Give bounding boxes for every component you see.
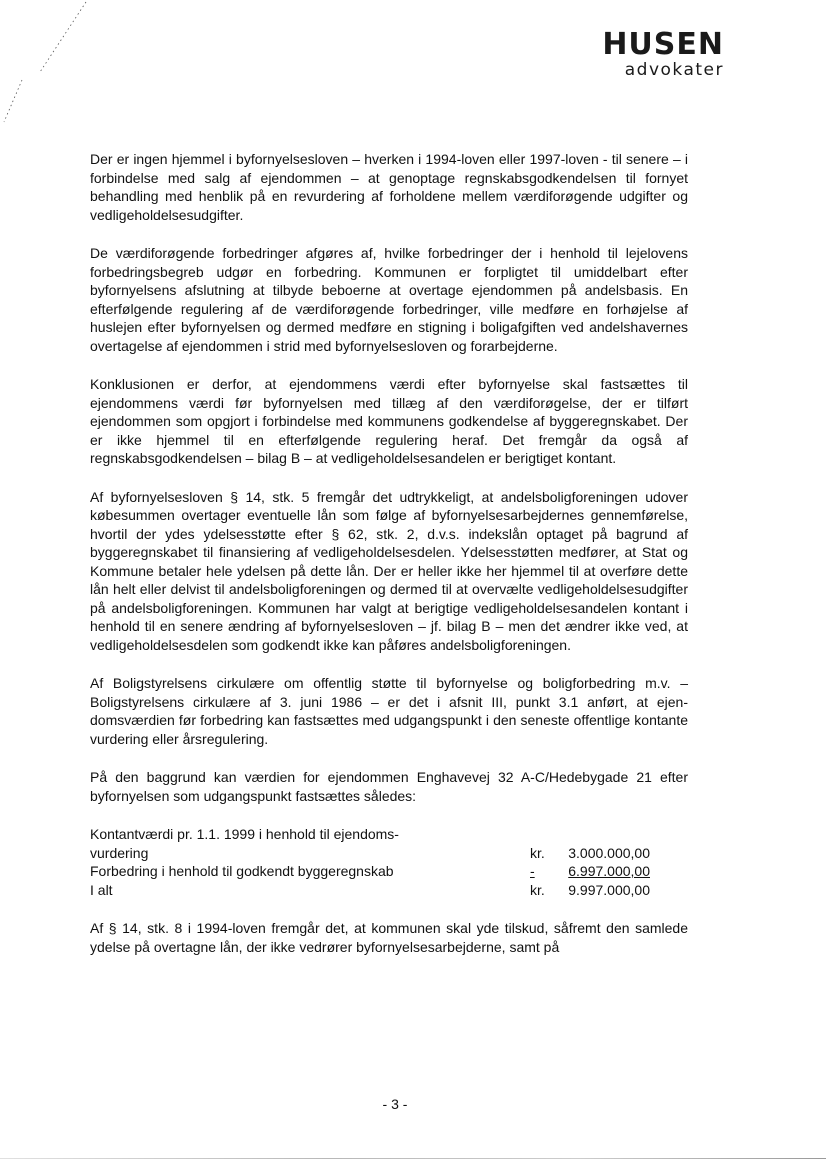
valuation-amount	[530, 881, 650, 900]
valuation-row-total	[90, 881, 650, 900]
valuation-amount	[530, 844, 650, 863]
amount: 3.000.000,00	[568, 844, 650, 861]
valuation-amount	[530, 862, 650, 881]
document-body	[90, 150, 688, 976]
company-logo	[602, 27, 724, 80]
valuation-table	[90, 825, 650, 899]
valuation-label: I alt	[90, 881, 113, 898]
valuation-label: vurdering	[90, 844, 149, 861]
amount: 9.997.000,00	[568, 881, 650, 898]
final-paragraph: Af § 14, stk. 8 i 1994-loven fremgår det, at kommunen skal yde tilskud, såfremt den samlede ydelse på overtagne lån, der ikke vedrører byfornyelsesarbejderne, samt på	[90, 920, 688, 955]
amount: 6.997.000,00	[568, 863, 650, 879]
currency: -	[530, 863, 535, 879]
paragraph-5: Af Boligstyrelsens cirkulære om offentlig støtte til byfornyelse og boligforbedring m.v. – Boligstyrelsens cirkulære af 3. juni 1986 – er det i afsnit III, punkt 3.1 anført, at ejendomsværdien før forbedring kan fastsættes med udgangspunkt i den seneste offentlige kontante vurdering eller årsregulering.	[90, 675, 688, 747]
page-number: - 3 -	[382, 1096, 408, 1112]
paragraph-3: Konklusionen er derfor, at ejendommens værdi efter byfornyelse skal fastsættes til ejendommens værdi før byfornyelsen med tillæg af den værdiforøgelse, der er tilført ejendommen som opgjort i forbindelse med kommunens godkendelse af byggeregnskabet. Der er ikke hjemmel til en efterfølgende regulering heraf. Det fremgår da også af regnskabsgodkendelsen – bilag B – at vedligeholdelsesandelen er berigtiget kontant.	[90, 376, 688, 466]
paragraph-6: På den baggrund kan værdien for ejendommen Enghavevej 32 A-C/Hedebygade 21 efter byfornyelsen som udgangspunkt fastsættes således:	[90, 769, 688, 804]
valuation-row-cash-value	[90, 825, 650, 862]
paragraph-4: Af byfornyelsesloven § 14, stk. 5 fremgår det udtrykkeligt, at andelsboligforeningen udover købesummen overtager eventuelle lån som følge af byfornyelsesarbejdernes gennemførelse, hvortil der ydes ydelsesstøtte efter § 62, stk. 2, d.v.s. indekslån optaget på bagrund af byggeregnskabet til finansiering af vedligeholdelsesdelen. Ydelsesstøtten medfører, at Stat og Kommune betaler hele ydelsen på dette lån. Der er heller ikke her hjemmel til at overføre dette lån helt eller delvist til andelsboligforeningen og dermed til at overvælte vedligeholdelsesudgifter på andelsboligforeningen. Kommunen har valgt at berigtige vedligeholdelsesandelen kontant i henhold til en senere ændring af byfornyelsesloven – jf. bilag B – men det ændrer ikke ved, at vedligeholdelsesdelen som godkendt ikke kan påføres andelsboligforeningen.	[90, 488, 688, 653]
valuation-label: Kontantværdi pr. 1.1. 1999 i henhold til ejendoms-	[90, 826, 399, 842]
scan-artifact-lines	[0, 0, 100, 130]
valuation-row-improvement	[90, 862, 650, 881]
logo-subtitle: advokater	[624, 60, 724, 80]
paragraph-1: Der er ingen hjemmel i byfornyelsesloven – hverken i 1994-loven eller 1997-loven - til senere – i forbindelse med salg af ejendommen – at genoptage regnskabsgodkendelsen til fornyet behandling med henblik på en revurdering af forholdene mellem værdiforøgende udgifter og vedligeholdelsesudgifter.	[90, 151, 688, 223]
currency: kr.	[530, 881, 545, 898]
logo-name: HUSEN	[602, 27, 724, 62]
currency: kr.	[530, 844, 545, 861]
scan-edge-line	[0, 1158, 826, 1159]
paragraph-2: De værdiforøgende forbedringer afgøres af, hvilke forbedringer der i henhold til lejelovens forbedringsbegreb udgør en forbedring. Kommunen er forpligtet til umiddelbart efter byfornyelsens afslutning at tilbyde beboerne at overtage ejendommen på andelsbasis. En efterfølgende regulering af de værdiforøgende forbedringer, ville medføre en forhøjelse af huslejen efter byfornyelsen og dermed medføre en stigning i boligafgiften ved andelshavernes overtagelse af ejendommen i strid med byfornyelsesloven og forarbejderne.	[90, 245, 688, 354]
valuation-label: Forbedring i henhold til godkendt byggeregnskab	[90, 863, 394, 879]
